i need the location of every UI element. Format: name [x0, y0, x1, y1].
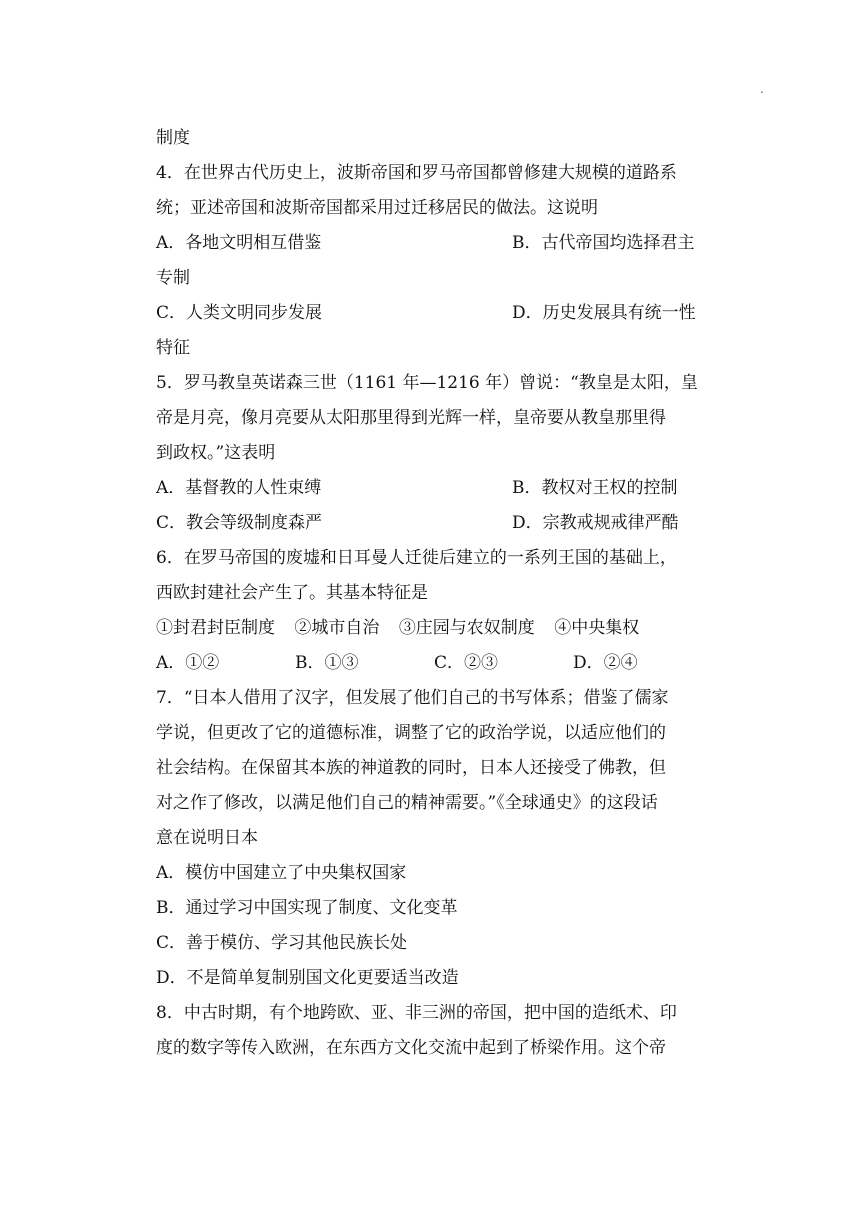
option-a: A．模仿中国建立了中央集权国家 — [156, 863, 407, 883]
option-d: D．不是简单复制别国文化更要适当改造 — [156, 968, 459, 988]
question-5-options-ab — [156, 471, 712, 506]
option-d: D．历史发展具有统一性 — [512, 303, 696, 323]
text-line: 特征 — [156, 338, 190, 358]
document-page — [156, 121, 712, 1066]
question-7-stem-cont: 意在说明日本 — [156, 828, 258, 848]
item: ④中央集权 — [554, 618, 640, 638]
option-b: B．通过学习中国实现了制度、文化变革 — [156, 898, 458, 918]
question-7-stem-cont: 社会结构。在保留其本族的神道教的同时，日本人还接受了佛教，但 — [156, 758, 666, 778]
option-c: C．教会等级制度森严 — [156, 513, 323, 533]
text-line: 专制 — [156, 268, 190, 288]
question-5-stem-cont: 帝是月亮，像月亮要从太阳那里得到光辉一样，皇帝要从教皇那里得 — [156, 408, 666, 428]
option-a: A．基督教的人性束缚 — [156, 478, 322, 498]
question-7-stem-cont: 学说，但更改了它的道德标准，调整了它的政治学说，以适应他们的 — [156, 723, 666, 743]
question-7-stem-cont: 对之作了修改，以满足他们自己的精神需要。”《全球通史》的这段话 — [156, 793, 658, 813]
question-7-stem: 7．“日本人借用了汉字，但发展了他们自己的书写体系；借鉴了儒家 — [156, 688, 669, 708]
item: ①封君封臣制度 — [156, 618, 275, 638]
item: ②城市自治 — [294, 618, 380, 638]
option-d: D．②④ — [573, 653, 638, 673]
option-c: C．人类文明同步发展 — [156, 303, 323, 323]
question-8-stem-cont: 度的数字等传入欧洲，在东西方文化交流中起到了桥梁作用。这个帝 — [156, 1038, 666, 1058]
question-4-options-cd — [156, 296, 712, 331]
question-6-stem-cont: 西欧封建社会产生了。其基本特征是 — [156, 583, 428, 603]
question-6-options — [156, 646, 712, 681]
option-b: B．教权对王权的控制 — [512, 478, 678, 498]
option-d: D．宗教戒规戒律严酷 — [512, 513, 679, 533]
question-5-options-cd — [156, 506, 712, 541]
text-line: 制度 — [156, 128, 190, 148]
question-4-stem: 4．在世界古代历史上，波斯帝国和罗马帝国都曾修建大规模的道路系 — [156, 163, 677, 183]
question-4-options-ab — [156, 226, 712, 261]
corner-mark: . — [760, 82, 764, 96]
item: ③庄园与农奴制度 — [398, 618, 535, 638]
question-6-items — [156, 611, 712, 646]
question-8-stem: 8．中古时期，有个地跨欧、亚、非三洲的帝国，把中国的造纸术、印 — [156, 1003, 677, 1023]
option-c: C．②③ — [434, 653, 499, 673]
option-c: C．善于模仿、学习其他民族长处 — [156, 933, 408, 953]
question-4-stem-cont: 统；亚述帝国和波斯帝国都采用过迁移居民的做法。这说明 — [156, 198, 598, 218]
question-6-stem: 6．在罗马帝国的废墟和日耳曼人迁徙后建立的一系列王国的基础上， — [156, 548, 677, 568]
option-b: B．古代帝国均选择君主 — [512, 233, 695, 253]
option-a: A．①② — [156, 653, 220, 673]
question-5-stem: 5．罗马教皇英诺森三世（1161 年—1216 年）曾说：“教皇是太阳，皇 — [156, 373, 698, 393]
question-5-stem-cont: 到政权。”这表明 — [156, 443, 276, 463]
option-a: A．各地文明相互借鉴 — [156, 233, 322, 253]
option-b: B．①③ — [295, 653, 359, 673]
